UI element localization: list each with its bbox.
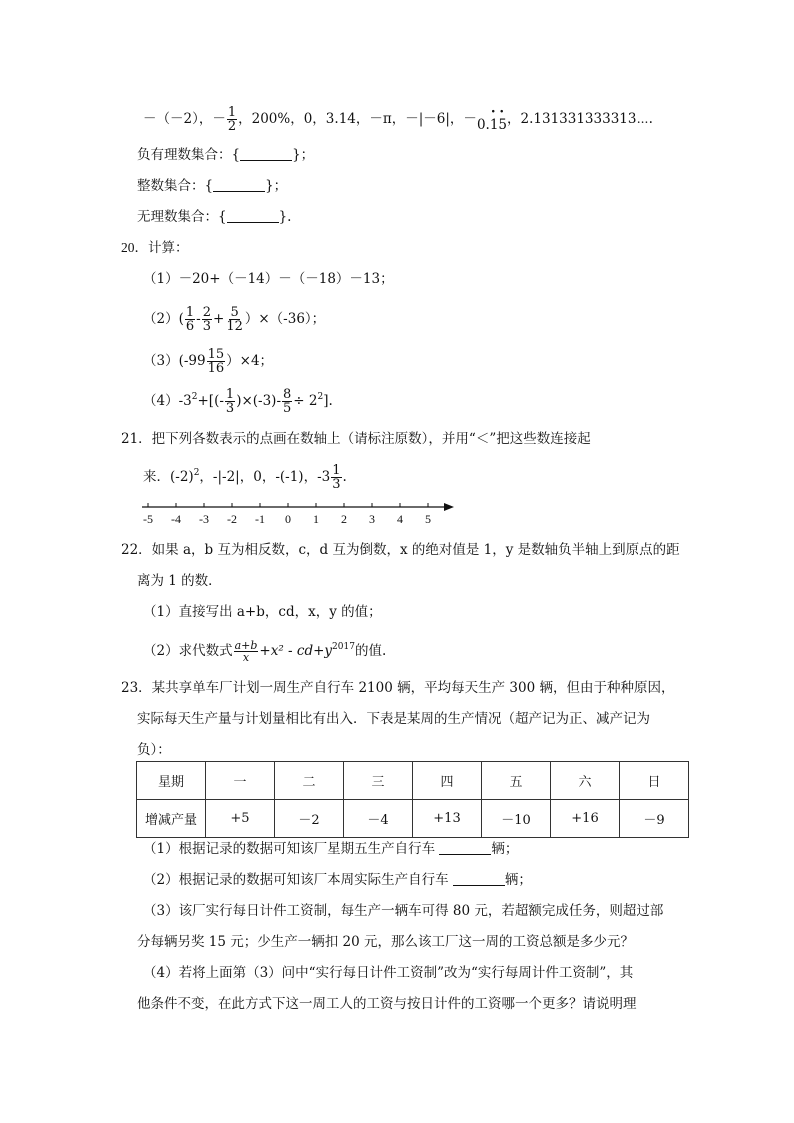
- q20-title: 20．计算：: [121, 240, 189, 255]
- table-cell: 星期: [137, 762, 206, 800]
- table-cell: 二: [275, 762, 344, 800]
- q19-nums-mid: ，200%，0，3.14，－π，－|－6|，－: [238, 111, 477, 127]
- table-cell: －2: [275, 800, 344, 838]
- q23-part3-line2: 分每辆另奖 15 元；少生产一辆扣 20 元，那么该工厂这一周的工资总额是多少元？: [137, 934, 635, 950]
- q23-part2: （2）根据记录的数据可知该厂本周实际生产自行车 辆；: [143, 872, 532, 888]
- fraction: $\frac{5}{12}$: [226, 305, 243, 334]
- table-cell: 三: [344, 762, 413, 800]
- table-cell: 一: [206, 762, 275, 800]
- answer-blank[interactable]: [213, 179, 265, 192]
- fraction: $\frac{1}{3}$: [332, 463, 341, 492]
- repeating-decimal: 0.· 1· 5: [477, 116, 507, 134]
- production-table: [136, 761, 689, 838]
- axis-tick-label: -3: [199, 512, 209, 526]
- q23-line3: 负）：: [137, 742, 171, 758]
- q20-part1: （1）－20+（－14）－（－18）－13；: [143, 271, 394, 287]
- fraction: $\frac{8}{5}$: [283, 387, 292, 416]
- table-cell: －4: [344, 800, 413, 838]
- axis-tick-label: -5: [143, 512, 153, 526]
- q23-part3-line1: （3）该厂实行每日计件工资制，每生产一辆车可得 80 元，若超额完成任务，则超过部: [143, 903, 664, 919]
- table-cell: +16: [551, 800, 620, 838]
- q23-line2: 实际每天生产量与计划量相比有出入．下表是某周的生产情况（超产记为正、减产记为: [137, 711, 650, 727]
- answer-blank[interactable]: [453, 873, 505, 886]
- table-cell: 六: [551, 762, 620, 800]
- number-line[interactable]: [132, 497, 462, 529]
- q23-part4-line1: （4）若将上面第（3）问中“实行每日计件工资制”改为“实行每周计件工资制”，其: [143, 965, 634, 981]
- q22-line1: 22．如果 a，b 互为相反数，c，d 互为倒数，x 的绝对值是 1，y 是数轴负半轴上到原点的距: [121, 542, 680, 558]
- axis-tick-label: 0: [285, 512, 291, 526]
- q23-line1: 23．某共享单车厂计划一周生产自行车 2100 辆，平均每天生产 300 辆，但由于种种原因，: [121, 680, 675, 696]
- axis-tick-label: -2: [227, 512, 237, 526]
- q20-part2: （2）( $\frac{1}{6}$ - $\frac{2}{3}$ + $\frac{5}{12}$ ）×（-36）；: [143, 305, 326, 334]
- q19-integer-set: 整数集合：{ }；: [137, 178, 288, 194]
- q22-line2: 离为 1 的数．: [137, 573, 222, 589]
- axis-tick-label: 4: [397, 512, 403, 526]
- axis-tick-label: -1: [255, 512, 265, 526]
- q22-part2: （2）求代数式 $\frac{a+b}{x}$ $+x^2 - cd+y^{2017}$的值.: [143, 639, 387, 664]
- table-header-row: [137, 762, 689, 800]
- axis-tick-label: -4: [171, 512, 181, 526]
- answer-blank[interactable]: [439, 842, 491, 855]
- axis-tick-label: 5: [425, 512, 431, 526]
- axis-tick-label: 3: [369, 512, 375, 526]
- table-cell: 五: [482, 762, 551, 800]
- fraction: $\frac{2}{3}$: [202, 305, 211, 334]
- fraction-a-plus-b-over-x: $\frac{a+b}{x}$: [234, 639, 258, 664]
- axis-tick-label: 1: [313, 512, 319, 526]
- number-line-arrow: [444, 503, 454, 511]
- table-row: [137, 800, 689, 838]
- q20-part3: （3）(-99 $\frac{15}{16}$ ）×4；: [143, 347, 274, 376]
- fraction: $\frac{1}{3}$: [225, 387, 235, 416]
- q19-irrational-set: 无理数集合：{ }.: [137, 209, 292, 225]
- table-cell: 四: [413, 762, 482, 800]
- table-cell: 日: [620, 762, 689, 800]
- fraction-half: $\frac{1}{2}$: [227, 105, 237, 134]
- q22-part1: （1）直接写出 a+b，cd，x，y 的值；: [143, 604, 382, 620]
- q19-nums-tail: ，2.131331333313⋯.: [507, 111, 653, 127]
- axis-tick-label: 2: [341, 512, 347, 526]
- q23-part1: （1）根据记录的数据可知该厂星期五生产自行车 辆；: [143, 841, 519, 857]
- fraction: $\frac{15}{16}$: [207, 347, 225, 376]
- table-cell: +13: [413, 800, 482, 838]
- q19-nums-start: －（－2），－: [143, 111, 226, 127]
- table-cell: －10: [482, 800, 551, 838]
- table-cell: －9: [620, 800, 689, 838]
- q19-negative-rational-set: 负有理数集合：{ }；: [137, 147, 315, 163]
- q21-line2: 来．$(-2)^2$，-|-2|，0，-(-1)，-3 $\frac{1}{3}$ .: [143, 463, 347, 492]
- q19-number-list: [143, 106, 653, 134]
- answer-blank[interactable]: [227, 210, 279, 223]
- q21-line1: 21．把下列各数表示的点画在数轴上（请标注原数），并用“＜”把这些数连接起: [121, 431, 591, 447]
- table-cell: +5: [206, 800, 275, 838]
- q23-part4-line2: 他条件不变，在此方式下这一周工人的工资与按日计件的工资哪一个更多？请说明理: [137, 996, 637, 1012]
- table-cell: 增减产量: [137, 800, 206, 838]
- q20-part4: $(4)-3^2+[(-$ $\frac{1}{3}$ )×(-3)- $\frac{8}{5}$ ÷ $2^2$].: [143, 387, 333, 416]
- answer-blank[interactable]: [240, 148, 292, 161]
- fraction: $\frac{1}{6}$: [185, 305, 195, 334]
